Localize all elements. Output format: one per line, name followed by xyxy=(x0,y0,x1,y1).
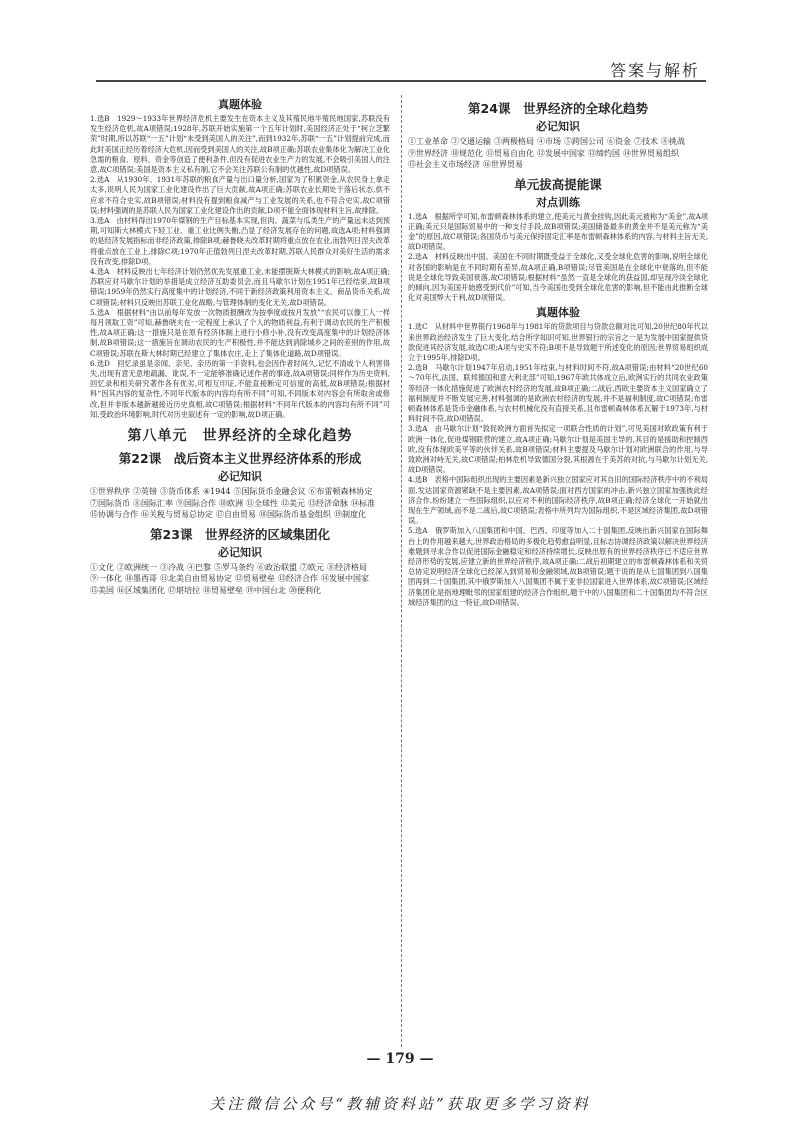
answer-cell: ⑦欧元 xyxy=(300,562,324,572)
answer-cell: ⑤跨国公司 xyxy=(564,137,604,146)
answer-cell: ④市场 xyxy=(537,137,561,146)
answer-cell: ②交通运输 xyxy=(451,137,491,146)
answer-cell: ⑮社会主义市场经济 xyxy=(408,160,480,169)
duikou-heading: 对点训练 xyxy=(536,195,580,209)
left-zhenti-list xyxy=(90,114,390,420)
answer-item: 4.选A 材料反映出七年经济计划仍然优先发展重工业,未能摆脱斯大林模式的影响,故A项正确;苏联应对马歇尔计划的举措是成立经济互助委员会,而且马歇尔计划在1951年已经结束,故B项错误;1959年仍然实行高度集中的计划经济,不同于新经济政策利用资本主义、商品货币关系,故C项错误;材料只反映出苏联工业化战略,与管理体制的变化无关,故D项错误。 xyxy=(90,267,390,307)
answer-cell: ⑥资金 xyxy=(607,137,631,146)
answer-cell: ⑬缔约国 xyxy=(588,148,620,158)
answer-cell: ⑯区域集团化 xyxy=(117,585,165,595)
unit8-title: 第八单元 世界经济的全球化趋势 xyxy=(127,428,353,445)
answer-cell: ⑮美国 xyxy=(90,585,114,595)
answer-cell: ⑲制度化 xyxy=(334,510,366,520)
answer-item: 2.选A 材料反映出中国、美国在不同时期既受益于全球化,又受全球化危害的影响,说明全球化对各国的影响是在不同时期有差异,故A项正确,B项错误;尽管美国是在全球化中衰落的,但不能说是全球化导致美国衰落,故C项错误;根据材料“虽然一直是全球化的获益国,却呈现冷淡全球化的倾向,因为美国开始感受到代价”可知,当今美国也受到全球化危害的影响,但不能由此推断全球化对美国弊大于利,故D项错误。 xyxy=(408,252,708,303)
answer-cell: ①世界秩序 xyxy=(90,487,130,497)
zhenti-heading-right: 真题体验 xyxy=(536,306,580,320)
lesson22-subheading: 必记知识 xyxy=(218,470,262,484)
unit-review-title: 单元拔高提能课 xyxy=(514,176,602,192)
answer-cell: ⑤国际货币金融会议 xyxy=(233,487,306,497)
answer-item: 3.选A 由材料得出1970年煤钢的生产目标基本实现,但肉、蔬菜与瓜类生产的产量远未达到预期,可知斯大林模式下轻工业、重工业比例失衡,凸显了经济发展存在的问题,故选A项;材料强调的是经济发展指标而非经济政策,排除B项;赫鲁晓夫改革时期将重点放在农业,而勃列日涅夫改革将重点放在工业上,排除C项;1970年正值勃列日涅夫改革时期,苏联人民群众对美好生活的需求没有改变,排除D项。 xyxy=(90,216,390,266)
answer-item: 4.选B 表格中国际组织出现的主要因素是新兴独立国家应对其自旧的国际经济秩序中的不利局面,发达国家资源紧缺不是主要因素,故A项错误;面对西方国家的冲击,新兴独立国家加强彼此经济合作,纷纷建立一些国际组织,以应对不利的国际经济秩序,故B项正确;经济全球化一开始就出现在生产领域,而不是二战后,故C项错误;表格中所列均为国际组织,不是区域经济集团,故D项错误。 xyxy=(408,475,708,526)
lesson23-title: 第23课 世界经济的区域集团化 xyxy=(150,526,330,542)
answer-cell: ⑰自由贸易 xyxy=(216,510,256,520)
answer-cell: ⑥布雷顿森林协定 xyxy=(308,487,373,497)
answer-item: 5.选A 俄罗斯加入八国集团和中国、巴西、印度等加入二十国集团,反映出新兴国家在国际舞台上的作用越来越大,世界政治格局的多极化趋势愈益明显,且标志协调经济政策以解决世界经济难题到寻求合作以促进国际金融稳定和经济持续增长,反映出原有的世界经济秩序已不适应世界经济形势的发展,应建立新的世界经济秩序,故A项正确;二战后初期建立的布雷顿森林体系和关贸总协定说明经济全球化已经深入到贸易和金融领域,故B项错误;题干说的是从七国集团到八国集团再到二十国集团,其中俄罗斯加入八国集团不属于亚非拉国家进入世界体系,故C项错误;区域经济集团化是指地理毗邻的国家组建的经济合作组织,题干中的八国集团和二十国集团均不符合区域经济集团的这一特征,故D项错误。 xyxy=(408,526,708,607)
lesson23-answer-grid xyxy=(90,562,390,597)
answer-cell: ⑤罗马条约 xyxy=(214,562,254,572)
answer-cell: ⑪全球性 xyxy=(246,498,278,508)
answer-cell: ⑯世界贸易 xyxy=(483,160,523,169)
lesson22-answer-grid xyxy=(90,486,390,521)
answer-cell: ⑪贸易自由化 xyxy=(486,148,534,158)
answer-cell: ④1944 xyxy=(203,487,231,497)
answer-cell: ③两极格局 xyxy=(494,137,534,146)
answer-cell: ⑳便利化 xyxy=(289,585,321,595)
answer-cell: ⑭世界贸易组织 xyxy=(623,148,679,158)
answer-cell: ⑮协调与合作 xyxy=(90,510,138,520)
answer-cell: ②欧洲统一 xyxy=(117,562,157,572)
answer-cell: ⑨世界经济 xyxy=(408,148,448,158)
answer-cell: ⑩欧洲 xyxy=(219,498,243,508)
duikou-list xyxy=(408,212,708,304)
answer-cell: ⑧国际汇率 xyxy=(133,498,173,508)
answer-cell: ①文化 xyxy=(90,562,114,572)
answer-cell: ⑩规范化 xyxy=(451,148,483,158)
answer-item: 2.选A 从1930年、1931年苏联的粮食产量与出口量分析,国家为了积累资金,从农民身上拿走太多,说明人民为国家工业化建设作出了巨大贡献,故A项正确;苏联农业长期处于落后状态,供不应求不符合史实,故B项错误;材料没有提到粮食减产与工业发展的关系,也不符合史实,故C项错误;材料强调的是苏联人民为国家工业化建设作出的贡献,D项不能全面体现材料主旨,故排除。 xyxy=(90,175,390,215)
column-divider xyxy=(401,95,402,1047)
answer-cell: ⑲中国台北 xyxy=(246,585,286,595)
lesson24-subheading: 必记知识 xyxy=(536,120,580,133)
answer-cell: ⑨国际合作 xyxy=(176,498,216,508)
lesson22-title: 第22课 战后资本主义世界经济体系的形成 xyxy=(118,451,362,467)
answer-item: 2.选B 马歇尔计划1947年启动,1951年结束,与材料时间不符,故A项错误;由材料“20世纪60～70年代,法国、联邦德国和意大利北部”可知,1967年欧共体成立后,欧洲实行的共同农业政策等经济一体化措施促进了欧洲农村经济的发展,故B项正确;二战后,西欧主要资本主义国家确立了福利制度并不断发展完善,材料强调的是欧洲农村经济的发展,并不是福利制度,故C项错误;布雷顿森林体系是货币金融体系,与农村机械化没有直接关系,且布雷顿森林体系瓦解于1973年,与材料时间不符,故D项错误。 xyxy=(408,363,708,424)
footer-note: 关注微信公众号“教辅资料站”获取更多学习资料 xyxy=(209,1095,591,1113)
answer-cell: ⑫发展中国家 xyxy=(537,148,585,158)
answer-cell: ⑬经济命脉 xyxy=(308,498,348,508)
answer-item: 1.选A 根据所学可知,布雷顿森林体系的建立,使美元与黄金挂钩,因此美元被称为“美金”,故A项正确;美元只是国际贸易中的一种支付手段,故B项错误;美国储备最多的黄金并不是美元称为“美金”的原因,故C项错误;各国货币与美元保持固定汇率是布雷顿森林体系的内容,与材料主旨无关,故D项错误。 xyxy=(408,211,708,252)
answer-cell: ⑦国际货币 xyxy=(90,498,130,508)
answer-cell: ⑫美元 xyxy=(281,498,305,508)
zhenti-heading-left: 真题体验 xyxy=(218,98,262,111)
answer-cell: ①工业革命 xyxy=(408,137,448,146)
answer-cell: ②英镑 xyxy=(133,487,157,497)
header-title: 答案与解析 xyxy=(609,61,700,80)
lesson23-subheading: 必记知识 xyxy=(218,545,262,559)
answer-item: 1.选B 1929～1933年世界经济危机主要发生在资本主义及其殖民地半殖民地国家,苏联没有发生经济危机,故A项错误;1928年,苏联开始实施第一个五年计划时,美国经济正处于“柯立芝繁荣”时期,所以苏联“一五”计划“未受到美国人的关注”,而到1932年,苏联“一五”计划提前完成,而此时美国正经历着经济大危机,因而受到美国人的关注,故B项正确;苏联农业集体化为解决工业化急需的粮食、原料、资金等创造了便利条件,但没有促进农业生产力的发展,不会吸引美国人的注意,故C项错误;美国是资本主义私有制,它不会关注苏联公有制的优越性,故D项错误。 xyxy=(90,114,390,175)
lesson24-answer-grid xyxy=(408,136,708,171)
answer-item: 1.选C 从材料中世界银行1968年与1981年的贷款项目与贷款总额对比可知,20世纪80年代以来世界政治经济发生了巨大变化,结合所学知识可知,世界银行的宗旨之一是为发展中国家提供贷款促进其经济发展,故选C项;A项与史实不符;B项不是导致题干所述变化的原因;世界贸易组织成立于1995年,排除D项。 xyxy=(408,322,708,362)
answer-cell: ⑭发展中国家 xyxy=(321,574,369,584)
answer-cell: ⑫贸易壁垒 xyxy=(235,574,275,584)
answer-cell: ⑦技术 xyxy=(634,137,658,146)
answer-cell: ⑭标准 xyxy=(351,498,375,508)
right-column xyxy=(408,95,708,1050)
answer-item: 3.选A 由马歇尔计划“敦促欧洲方面首先拟定一项联合性质的计划”,可见美国对欧政策有利于欧洲一体化,促进煤钢联营的建立,故A项正确;马歇尔计划是美国主导的,其目的是援助和控制西欧,没有体现欧美平等的伙伴关系,故B项错误;材料主要提及马歇尔计划对欧洲联合的作用,与导致欧洲对峙无关,故C项错误;柏林危机导致德国分裂,其根源在于美苏的对抗,与马歇尔计划无关,故D项错误。 xyxy=(408,424,708,475)
answer-cell: ⑬经济合作 xyxy=(278,574,318,584)
answer-cell: ⑩墨西哥 xyxy=(125,574,157,584)
answer-item: 6.选D 回忆录虽是亲闻、亲见、亲历的第一手资料,也会因作者时间久,记忆不清或个人利害得失,出现有意无意地疏漏、讹误,不一定能够准确记述作者的事迹,故A项错误;同样作为历史资料,回忆录和相关研究著作各有优劣,可相互印证,不能直接断定可信度的高低,故B项错误;根据材料“因其内容的复杂性,不同年代版本的内容均有所不同”可知,不同版本对内容会有所取舍或修改,但并非版本越新越接近历史真相,故C项错误;根据材料“不同年代版本的内容均有所不同”可知,受政治环境影响,时代对历史叙述有一定的影响,故D项正确。 xyxy=(90,358,390,419)
answer-cell: ⑰堪培拉 xyxy=(168,585,200,595)
answer-cell: ⑯关税与贸易总协定 xyxy=(141,510,213,520)
lesson24-title: 第24课 世界经济的全球化趋势 xyxy=(468,101,648,116)
right-zhenti-list xyxy=(408,322,708,608)
answer-cell: ⑱贸易壁垒 xyxy=(203,585,243,595)
answer-cell: ⑧挑战 xyxy=(661,137,685,146)
answer-cell: ④巴黎 xyxy=(187,562,211,572)
left-column xyxy=(90,95,390,1050)
answer-cell: ⑧经济格局 xyxy=(327,562,367,572)
page-number: — 179 — xyxy=(366,1051,434,1067)
answer-cell: ⑨一体化 xyxy=(90,574,122,584)
answer-item: 5.选A 根据材料“由以前每年发放一次物质报酬改为按季度或按月发放”“农民可以像工人一样每月领取工资”可知,赫鲁晓夫在一定程度上承认了个人的物质利益,有利于调动农民的生产积极性,故A项正确;这一措施只是在原有经济体制上进行小修小补,没有改变高度集中的计划经济体制,故B项错误;这一措施旨在调动农民的生产积极性,并不能达到消除城乡之间的差别的作用,故C项错误;苏联在斯大林时期已经建立了集体农庄,走上了集体化道路,故D项错误。 xyxy=(90,307,390,358)
answer-cell: ⑥政治联盟 xyxy=(257,562,297,572)
answer-cell: ③货币体系 xyxy=(160,487,200,497)
answer-cell: ③冷战 xyxy=(160,562,184,572)
answer-cell: ⑱国际货币基金组织 xyxy=(259,510,331,520)
answer-cell: ⑪北美自由贸易协定 xyxy=(160,574,232,584)
page-header xyxy=(96,50,706,82)
